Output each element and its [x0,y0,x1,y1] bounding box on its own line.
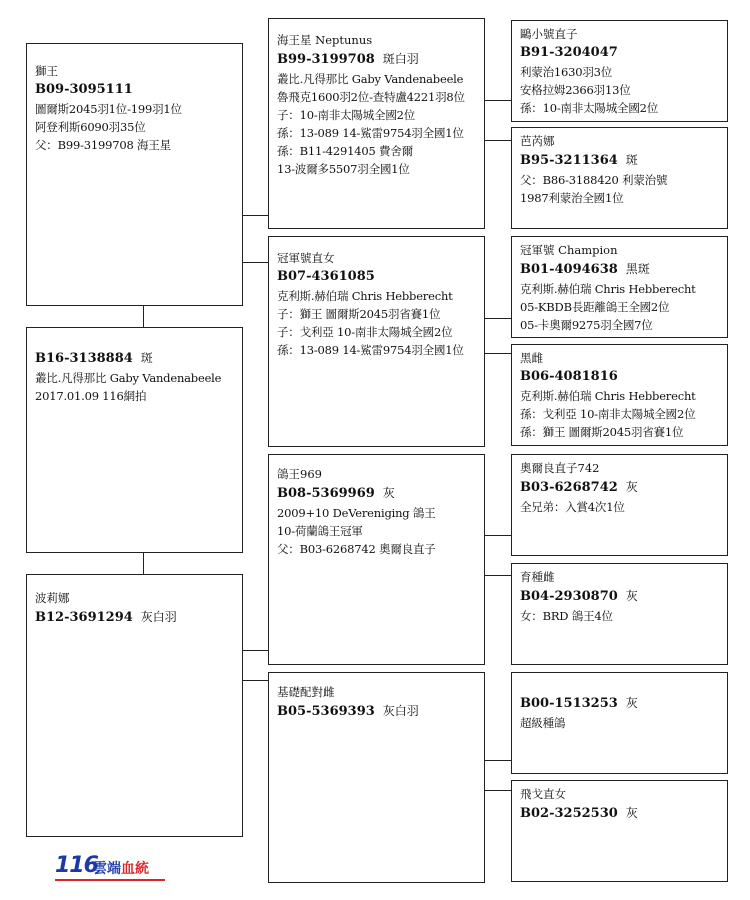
dds-card [511,672,728,774]
pedigree-note: 2009+10 DeVereniging 鴿王 [277,506,436,520]
ring-number: B04-2930870 [520,589,618,604]
sdd-card [511,344,728,446]
pedigree-note: 孫：13-089 14-鯊雷9754羽全國1位 [277,343,464,357]
feather-color: 灰 [625,589,638,603]
pigeon-name: 冠軍號 Champion [520,243,618,257]
pedigree-note: 孫：13-089 14-鯊雷9754羽全國1位 [277,126,464,140]
connector-line [143,552,144,574]
pigeon-name: 黑雌 [520,351,543,365]
ring-number: B01-4094638 [520,262,618,277]
ring-number: B12-3691294 [35,610,133,625]
feather-color: 黑斑 [625,262,650,276]
pedigree-note: 超級種鴿 [520,716,566,730]
feather-color: 斑 [625,153,638,167]
pedigree-note: 全兄弟：入賞4次1位 [520,500,625,514]
dam-sire-card [268,454,485,665]
ring-number: B00-1513253 [520,696,618,711]
pedigree-note: 孫：獅王 圖爾斯2045羽省賽1位 [520,425,684,439]
pedigree-note: 利蒙治1630羽3位 [520,65,613,79]
ring-number: B91-3204047 [520,45,618,60]
feather-color: 灰白羽 [140,610,177,624]
pigeon-name: 育種雌 [520,570,555,584]
connector-line [484,140,511,141]
pigeon-name: 獅王 [35,64,58,78]
pedigree-note: 叢比.凡得那比 Gaby Vandenabeele [277,72,464,86]
pigeon-name: 鴿王969 [277,467,322,481]
pedigree-note: 05-KBDB長距離鴿王全國2位 [520,300,670,314]
feather-color: 斑 [140,351,153,365]
logo-underline [55,879,165,881]
pedigree-note: 女：BRD 鴿王4位 [520,609,613,623]
ring-number: B08-5369969 [277,486,375,501]
pedigree-note: 孫：戈利亞 10-南非太陽城全國2位 [520,407,696,421]
pedigree-note: 子：戈利亞 10-南非太陽城全國2位 [277,325,453,339]
connector-line [484,100,511,101]
sds-card [511,236,728,338]
pigeon-name: 飛戈直女 [520,787,566,801]
pedigree-note: 子：10-南非太陽城全國2位 [277,108,416,122]
ring-number: B05-5369393 [277,704,375,719]
ring-number: B16-3138884 [35,351,133,366]
pigeon-name: 芭芮娜 [520,134,555,148]
pedigree-note: 叢比.凡得那比 Gaby Vandenabeele [35,371,222,385]
ring-number: B99-3199708 [277,52,375,67]
dam-dam-card [268,672,485,883]
feather-color: 灰 [382,486,395,500]
pedigree-note: 子：獅王 圖爾斯2045羽省賽1位 [277,307,441,321]
ring-number: B95-3211364 [520,153,618,168]
pedigree-note: 魯飛克1600羽2位-查特盧4221羽8位 [277,90,465,104]
dss-card [511,454,728,556]
feather-color: 斑白羽 [382,52,419,66]
pedigree-note: 阿登利斯6090羽35位 [35,120,146,134]
ring-number: B09-3095111 [35,82,133,97]
pedigree-note: 父：B99-3199708 海王星 [35,138,171,152]
ring-number: B02-3252530 [520,806,618,821]
subject-card [26,327,243,553]
connector-line [484,353,511,354]
ssd-card [511,127,728,229]
connector-line [484,760,511,761]
connector-line [242,262,268,263]
pedigree-note: 孫：10-南非太陽城全國2位 [520,101,659,115]
connector-line [484,318,511,319]
connector-line [484,535,511,536]
pedigree-note: 克利斯.赫伯瑞 Chris Hebberecht [277,289,453,303]
pedigree-note: 2017.01.09 116網拍 [35,389,147,403]
logo-text: 血統 [121,861,149,877]
pigeon-name: 鷗小號直子 [520,27,578,41]
logo-text: 雲端 [93,861,121,877]
ring-number: B06-4081816 [520,369,618,384]
sire-dam-card [268,236,485,447]
pedigree-note: 安格拉姆2366羽13位 [520,83,631,97]
pedigree-note: 1987利蒙治全國1位 [520,191,624,205]
pigeon-name: 奧爾良直子742 [520,461,600,475]
pedigree-note: 父：B03-6268742 奧爾良直子 [277,542,436,556]
pedigree-note: 13-波爾多5507羽全國1位 [277,162,410,176]
ring-number: B03-6268742 [520,480,618,495]
pigeon-name: 波莉娜 [35,591,70,605]
connector-line [484,575,511,576]
connector-line [242,215,268,216]
logo-number: 116 [55,853,98,878]
connector-line [484,790,511,791]
connector-line [242,680,268,681]
feather-color: 灰白羽 [382,704,419,718]
ring-number: B07-4361085 [277,269,375,284]
feather-color: 灰 [625,806,638,820]
pedigree-note: 克利斯.赫伯瑞 Chris Hebberecht [520,389,696,403]
sire-sire-card [268,18,485,229]
ddd-card [511,780,728,882]
feather-color: 灰 [625,696,638,710]
sss-card [511,20,728,122]
feather-color: 灰 [625,480,638,494]
pedigree-note: 克利斯.赫伯瑞 Chris Hebberecht [520,282,696,296]
pigeon-name: 冠軍號直女 [277,251,335,265]
connector-line [242,650,268,651]
pigeon-name: 基礎配對雌 [277,685,335,699]
brand-logo [55,853,165,883]
pedigree-note: 10-荷蘭鴿王冠軍 [277,524,363,538]
sire-card [26,43,243,306]
dsd-card [511,563,728,665]
pedigree-note: 孫：B11-4291405 費舍爾 [277,144,413,158]
dam-card [26,574,243,837]
pedigree-note: 05-卡奧爾9275羽全國7位 [520,318,653,332]
pedigree-note: 父：B86-3188420 利蒙治號 [520,173,668,187]
pedigree-note: 圖爾斯2045羽1位-199羽1位 [35,102,182,116]
pigeon-name: 海王星 Neptunus [277,33,373,47]
connector-line [143,305,144,327]
